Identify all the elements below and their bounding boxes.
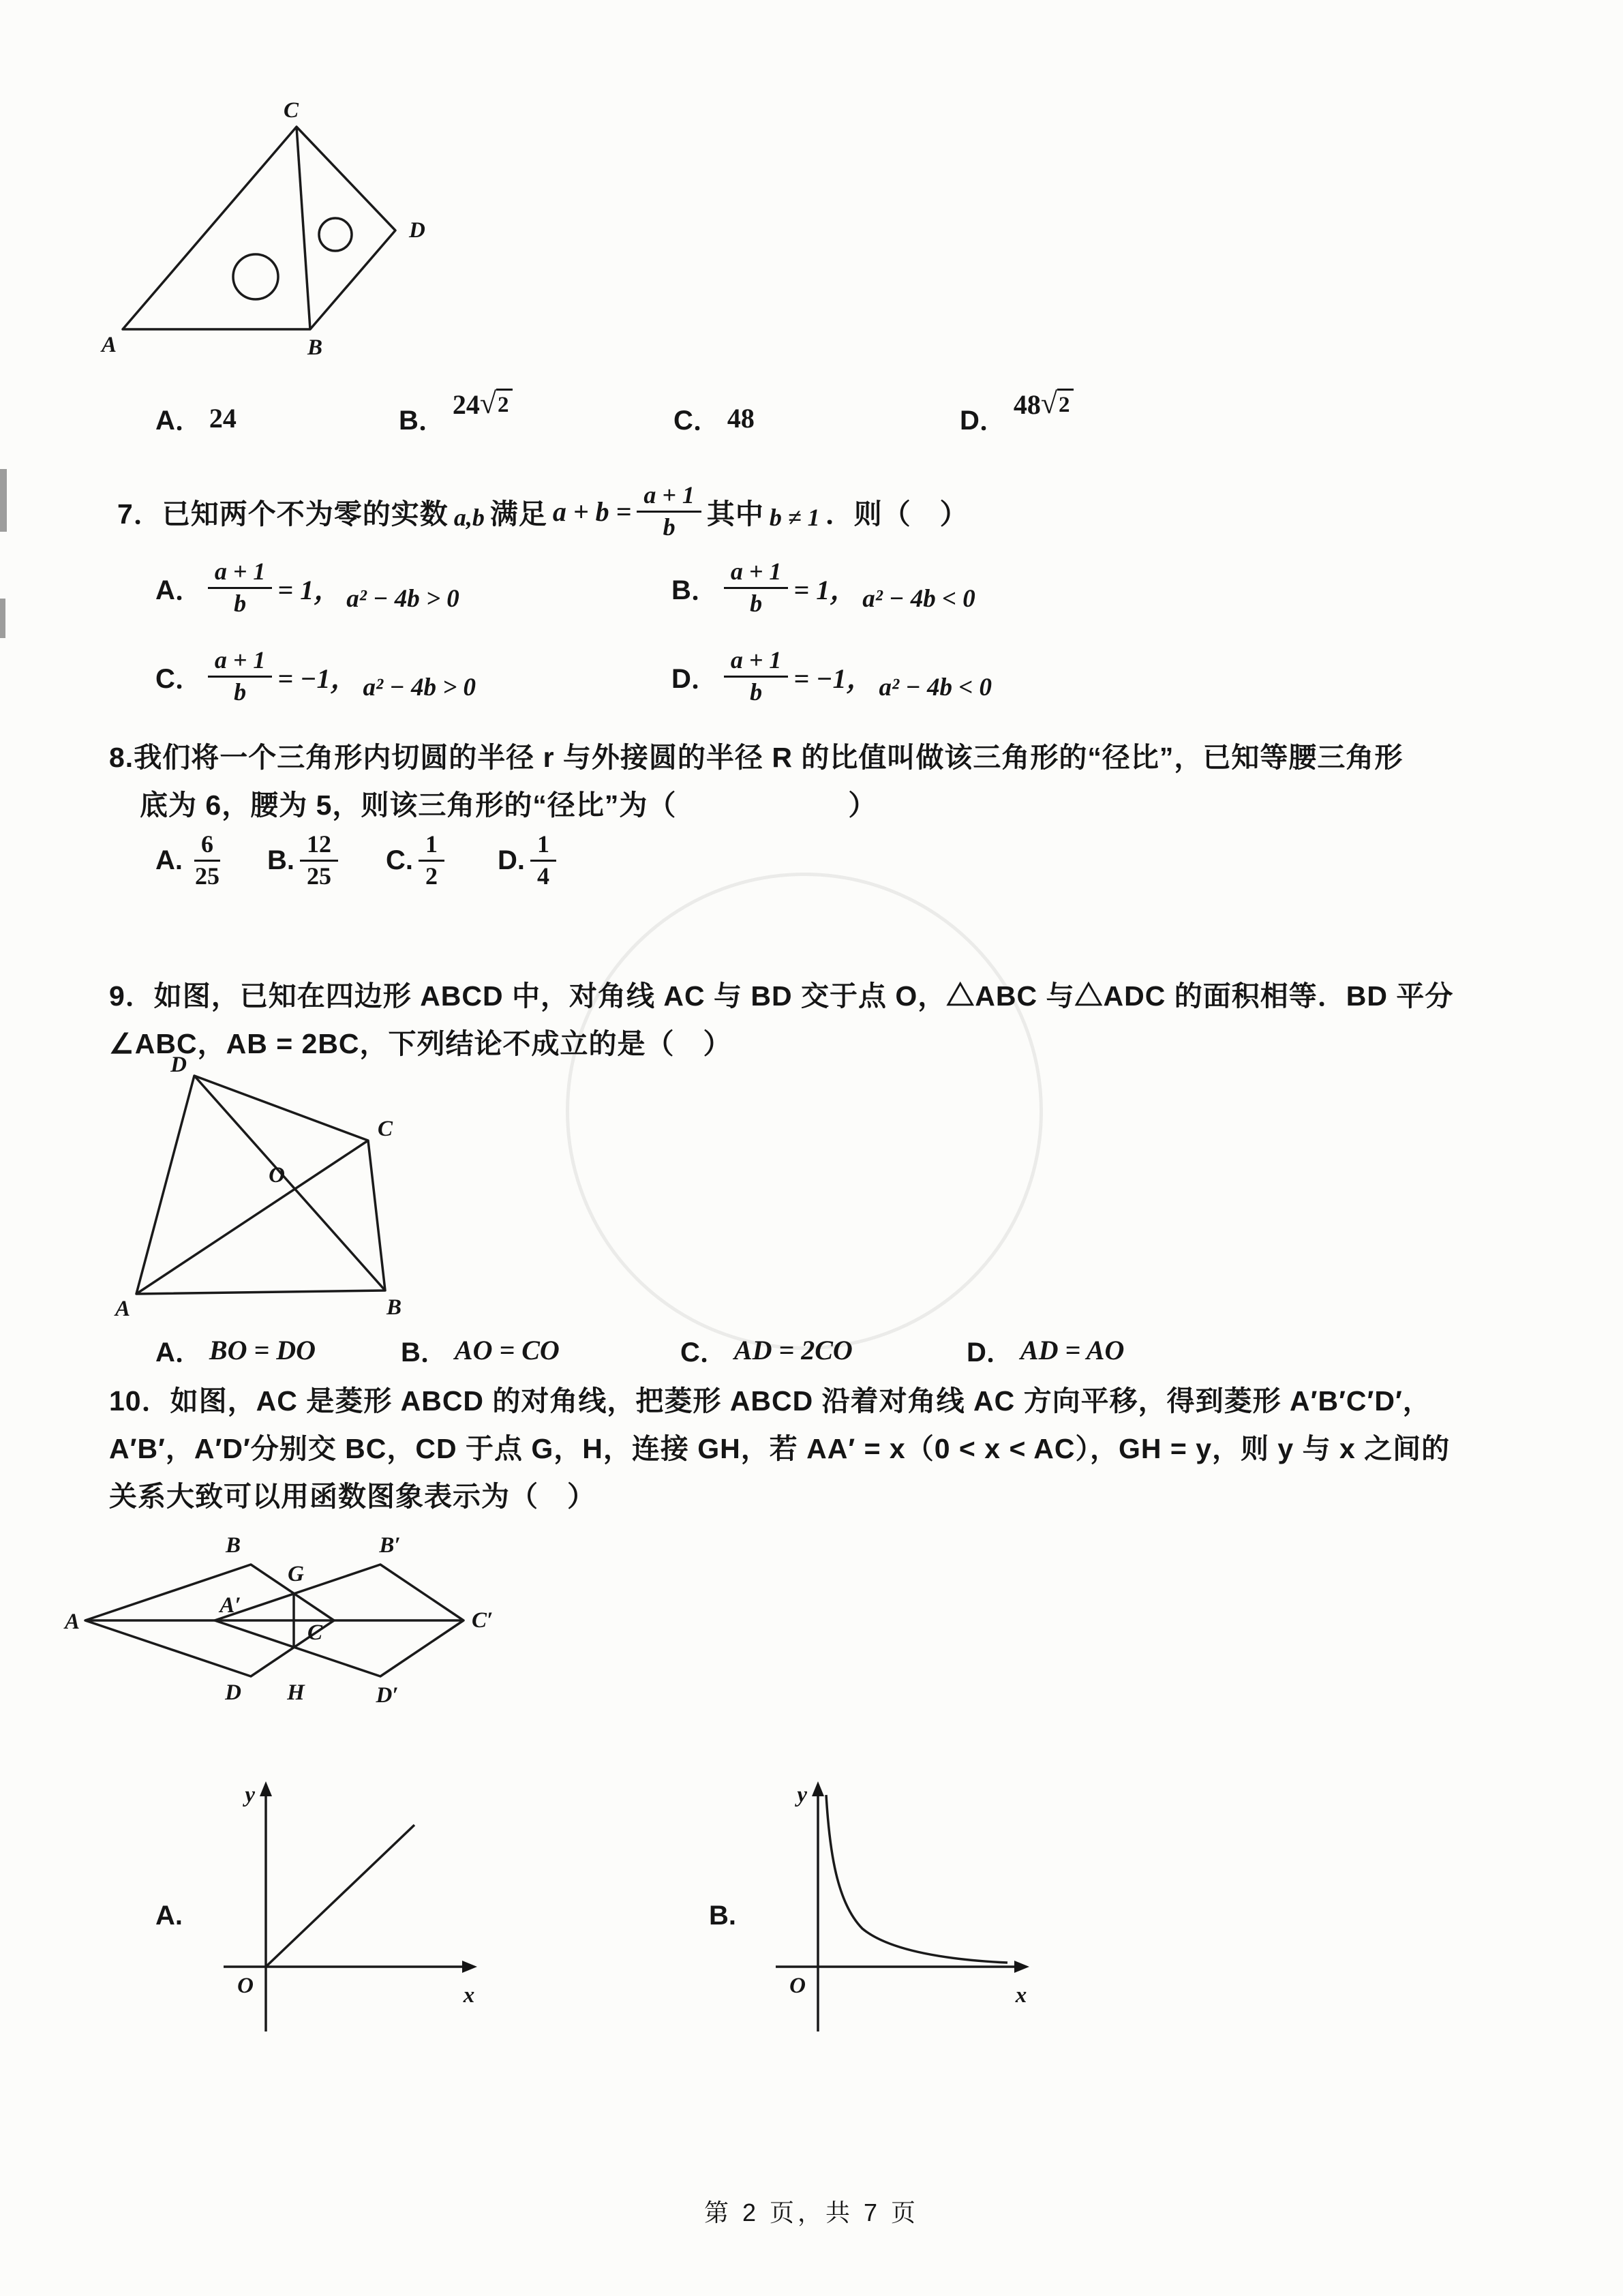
vertex-label-a-prime: A′ [219, 1593, 241, 1618]
y-axis-label: y [245, 1783, 255, 1807]
q7-stem-text: 7．已知两个不为零的实数 [117, 498, 449, 530]
q10-stem-line1: 10．如图，AC 是菱形 ABCD 的对角线，把菱形 ABCD 沿着对角线 AC 方向平移，得到菱形 A′B′C′D′， [109, 1385, 1431, 1417]
option-value: BO = DO [209, 1335, 316, 1365]
vertex-label-b: B [386, 1295, 402, 1320]
q7-stem-text: 满足 [489, 498, 547, 530]
option-value: 24 [209, 403, 237, 434]
option-label: D． [671, 663, 718, 694]
vertex-label-c: C [307, 1620, 323, 1645]
q8-stem-line1: 8.我们将一个三角形内切圆的半径 r 与外接圆的半径 R 的比值叫做该三角形的“径比”，已知等腰三角形 [109, 742, 1404, 773]
radical-expression [453, 389, 513, 421]
option-label: D． [960, 406, 1007, 436]
fraction-numerator: a + 1 [637, 481, 701, 512]
q9-quadrilateral-figure [102, 1055, 429, 1325]
q7-stem [117, 477, 969, 545]
vertex-label-d: D [170, 1055, 187, 1077]
q8-option-b [267, 826, 338, 894]
decreasing-curve [826, 1795, 1007, 1963]
point-label-h: H [287, 1680, 305, 1705]
fraction-denominator: b [750, 678, 763, 706]
option-label: C． [155, 663, 202, 694]
fraction [724, 557, 789, 618]
option-label: B． [671, 575, 718, 605]
page-footer: 第 2 页，共 7 页 [703, 2199, 920, 2226]
vertex-label-b: B [225, 1533, 241, 1558]
fraction [637, 481, 701, 541]
fraction-denominator: b [234, 589, 247, 617]
vertex-label-c-prime: C′ [472, 1608, 494, 1633]
intersection-label-o: O [269, 1163, 285, 1188]
radical-coefficient: 24 [452, 389, 480, 420]
fraction-denominator: b [663, 513, 676, 541]
q6-option-b [399, 387, 513, 438]
inequality-part: a² − 4b > 0 [363, 673, 476, 701]
option-value: AD = 2CO [733, 1335, 853, 1365]
kite-inner-segment [297, 127, 310, 329]
option-label: A. [155, 845, 183, 875]
scan-edge-mark [0, 469, 7, 532]
vertex-label-d: D [225, 1680, 241, 1705]
fraction-denominator: 25 [195, 862, 219, 890]
q9-option-a [155, 1331, 316, 1370]
option-label: B． [401, 1338, 448, 1368]
radicand: 2 [1057, 389, 1074, 419]
vertex-label-a: A [101, 333, 117, 357]
vertex-label-d: D [409, 218, 425, 243]
radical-sign-icon: √ [1040, 387, 1058, 420]
x-axis-arrowhead [1014, 1961, 1029, 1973]
equality-part: = 1， [793, 574, 858, 605]
option-label: B． [399, 406, 446, 436]
fraction-numerator: 1 [530, 830, 556, 861]
option-label: A． [155, 1338, 202, 1368]
option-value: 48 [727, 403, 755, 434]
q10-stem-line2: A′B′，A′D′分别交 BC，CD 于点 G，H，连接 GH，若 AA′ = x（0 < x < AC），GH = y，则 y 与 x 之间的 [109, 1433, 1451, 1464]
q6-option-d [960, 387, 1074, 438]
q7-equation-lhs: a + b = [552, 496, 632, 527]
point-label-g: G [288, 1562, 304, 1586]
q9-stem-line2: ∠ABC，AB = 2BC，下列结论不成立的是（ ） [109, 1028, 732, 1059]
q8-option-c [386, 826, 444, 894]
fraction-numerator: a + 1 [208, 557, 273, 588]
option-label: B. [267, 845, 294, 875]
vertex-label-c: C [283, 101, 299, 123]
fraction-numerator: a + 1 [208, 646, 273, 677]
equality-part: = −1， [277, 663, 358, 694]
vertex-label-b: B [307, 335, 323, 360]
q7-stem-text: ．则（ ） [825, 498, 969, 530]
inscribed-circle-right [319, 218, 352, 251]
graph-a-linear [204, 1776, 491, 2049]
y-axis-arrowhead [812, 1781, 824, 1796]
x-axis-label: x [1015, 1983, 1027, 2008]
fraction-numerator: 12 [300, 830, 338, 861]
equality-part: = 1， [277, 574, 342, 605]
fraction-numerator: a + 1 [724, 557, 789, 588]
linear-curve [266, 1825, 414, 1967]
q8-option-d [498, 826, 556, 894]
diagonal-bd [194, 1076, 385, 1290]
q10-stem-line3: 关系大致可以用函数图象表示为（ ） [109, 1481, 596, 1512]
fraction-denominator: b [234, 678, 247, 706]
fraction [188, 830, 226, 890]
graph-b-option-label: B. [709, 1901, 736, 1931]
q7-option-c [155, 642, 476, 710]
x-axis-arrowhead [462, 1961, 477, 1973]
fraction [530, 830, 556, 890]
fraction-denominator: b [750, 589, 763, 617]
equality-part: = −1， [793, 663, 874, 694]
quadrilateral-outline [136, 1076, 385, 1294]
inscribed-circle-left [233, 254, 278, 299]
radical-coefficient: 48 [1013, 389, 1041, 420]
fraction [208, 557, 273, 618]
vertex-label-c: C [378, 1117, 393, 1141]
y-axis-arrowhead [260, 1781, 272, 1796]
inequality-part: a² − 4b < 0 [879, 673, 992, 701]
option-value: AD = AO [1020, 1335, 1125, 1365]
fraction-denominator: 25 [307, 862, 331, 890]
scan-edge-mark [0, 599, 5, 638]
vertex-label-a: A [115, 1297, 131, 1321]
q10-rhombus-figure [61, 1510, 525, 1715]
graph-a-option-label: A. [155, 1901, 183, 1931]
q7-option-d [671, 642, 992, 710]
option-label: C. [386, 845, 413, 875]
q7-variables: a,b [453, 504, 485, 531]
q8-option-a [155, 826, 226, 894]
fraction-numerator: 1 [419, 830, 444, 861]
vertex-label-d-prime: D′ [376, 1683, 399, 1708]
vertex-label-b-prime: B′ [379, 1533, 401, 1558]
fraction [419, 830, 444, 890]
q7-condition: b ≠ 1 [769, 504, 820, 531]
q7-option-a [155, 554, 459, 622]
x-axis-label: x [463, 1983, 475, 2008]
option-label: D． [967, 1338, 1014, 1368]
fraction [300, 830, 338, 890]
option-label: A． [155, 575, 202, 605]
inequality-part: a² − 4b < 0 [862, 584, 975, 613]
q7-stem-text: 其中 [706, 498, 764, 530]
origin-label: O [789, 1974, 806, 1998]
q6-option-c [673, 399, 755, 438]
q7-option-b [671, 554, 975, 622]
q9-stem-line1: 9．如图，已知在四边形 ABCD 中，对角线 AC 与 BD 交于点 O，△ABC 与△ADC 的面积相等．BD 平分 [109, 980, 1454, 1012]
radicand: 2 [496, 389, 513, 419]
option-label: A． [155, 406, 202, 436]
radical-expression [1014, 389, 1074, 421]
option-label: C． [680, 1338, 727, 1368]
origin-label: O [237, 1974, 254, 1998]
q9-option-b [401, 1331, 560, 1370]
q6-option-a [155, 399, 237, 438]
y-axis-label: y [797, 1783, 807, 1807]
q6-kite-figure [95, 101, 450, 360]
fraction [724, 646, 789, 706]
inequality-part: a² − 4b > 0 [346, 584, 459, 613]
option-label: C． [673, 406, 721, 436]
q9-option-d [967, 1331, 1124, 1370]
radical-sign-icon: √ [479, 387, 497, 420]
option-label: D. [498, 845, 525, 875]
fraction-numerator: 6 [194, 830, 220, 861]
stamp-watermark [566, 873, 1043, 1350]
fraction-numerator: a + 1 [724, 646, 789, 677]
q8-stem-line2: 底为 6，腰为 5，则该三角形的“径比”为（ ） [140, 789, 877, 821]
fraction-denominator: 4 [537, 862, 549, 890]
option-value: AO = CO [454, 1335, 560, 1365]
q9-option-c [680, 1331, 853, 1370]
fraction-denominator: 2 [425, 862, 438, 890]
graph-b-hyperbola [757, 1776, 1043, 2049]
vertex-label-a: A [64, 1610, 80, 1634]
fraction [208, 646, 273, 706]
